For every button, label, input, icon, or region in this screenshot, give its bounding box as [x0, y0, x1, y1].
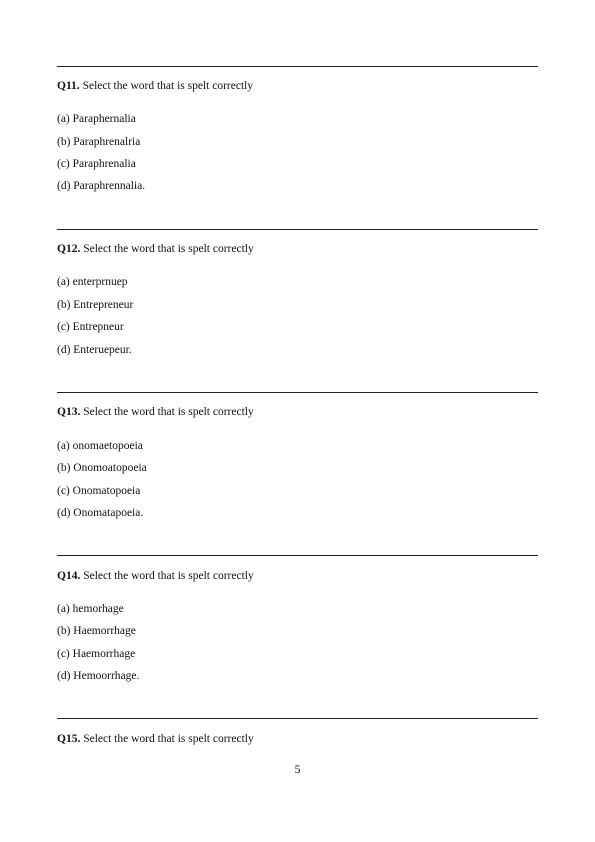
question-number: Q12.: [57, 243, 81, 255]
question-divider: [57, 66, 538, 67]
question-divider: [57, 229, 538, 230]
option-item: (b) Entrepreneur: [57, 299, 134, 311]
option-item: (a) Paraphernalia: [57, 113, 136, 125]
option-item: (d) Enteruepeur.: [57, 344, 132, 356]
question-heading-q12: [57, 242, 254, 256]
question-heading-q13: [57, 405, 254, 419]
option-item: (c) Haemorrhage: [57, 648, 136, 660]
option-item: (c) Onomatopoeia: [57, 485, 141, 497]
question-number: Q15.: [57, 733, 81, 745]
option-item: (c) Paraphrenalia: [57, 158, 136, 170]
question-divider: [57, 718, 538, 719]
question-heading-q11: [57, 79, 253, 93]
question-heading-q14: [57, 569, 254, 583]
question-number: Q13.: [57, 406, 81, 418]
question-prompt: Select the word that is spelt correctly: [83, 243, 254, 255]
question-prompt: Select the word that is spelt correctly: [83, 570, 254, 582]
question-prompt: Select the word that is spelt correctly: [83, 406, 254, 418]
question-divider: [57, 555, 538, 556]
option-item: (a) onomaetopoeia: [57, 440, 143, 452]
option-item: (a) enterprnuep: [57, 276, 128, 288]
question-number: Q11.: [57, 80, 80, 92]
question-number: Q14.: [57, 570, 81, 582]
option-item: (d) Onomatapoeia.: [57, 507, 144, 519]
option-item: (a) hemorhage: [57, 603, 124, 615]
question-divider: [57, 392, 538, 393]
question-heading-q15: [57, 732, 254, 746]
option-item: (d) Hemoorrhage.: [57, 670, 140, 682]
option-item: (b) Onomoatopoeia: [57, 462, 147, 474]
option-item: (d) Paraphrennalia.: [57, 180, 146, 192]
option-item: (b) Haemorrhage: [57, 625, 136, 637]
question-prompt: Select the word that is spelt correctly: [82, 80, 254, 92]
question-prompt: Select the word that is spelt correctly: [83, 733, 254, 745]
option-item: (b) Paraphrenalria: [57, 136, 141, 148]
page-number: 5: [294, 764, 301, 776]
option-item: (c) Entrepneur: [57, 321, 124, 333]
